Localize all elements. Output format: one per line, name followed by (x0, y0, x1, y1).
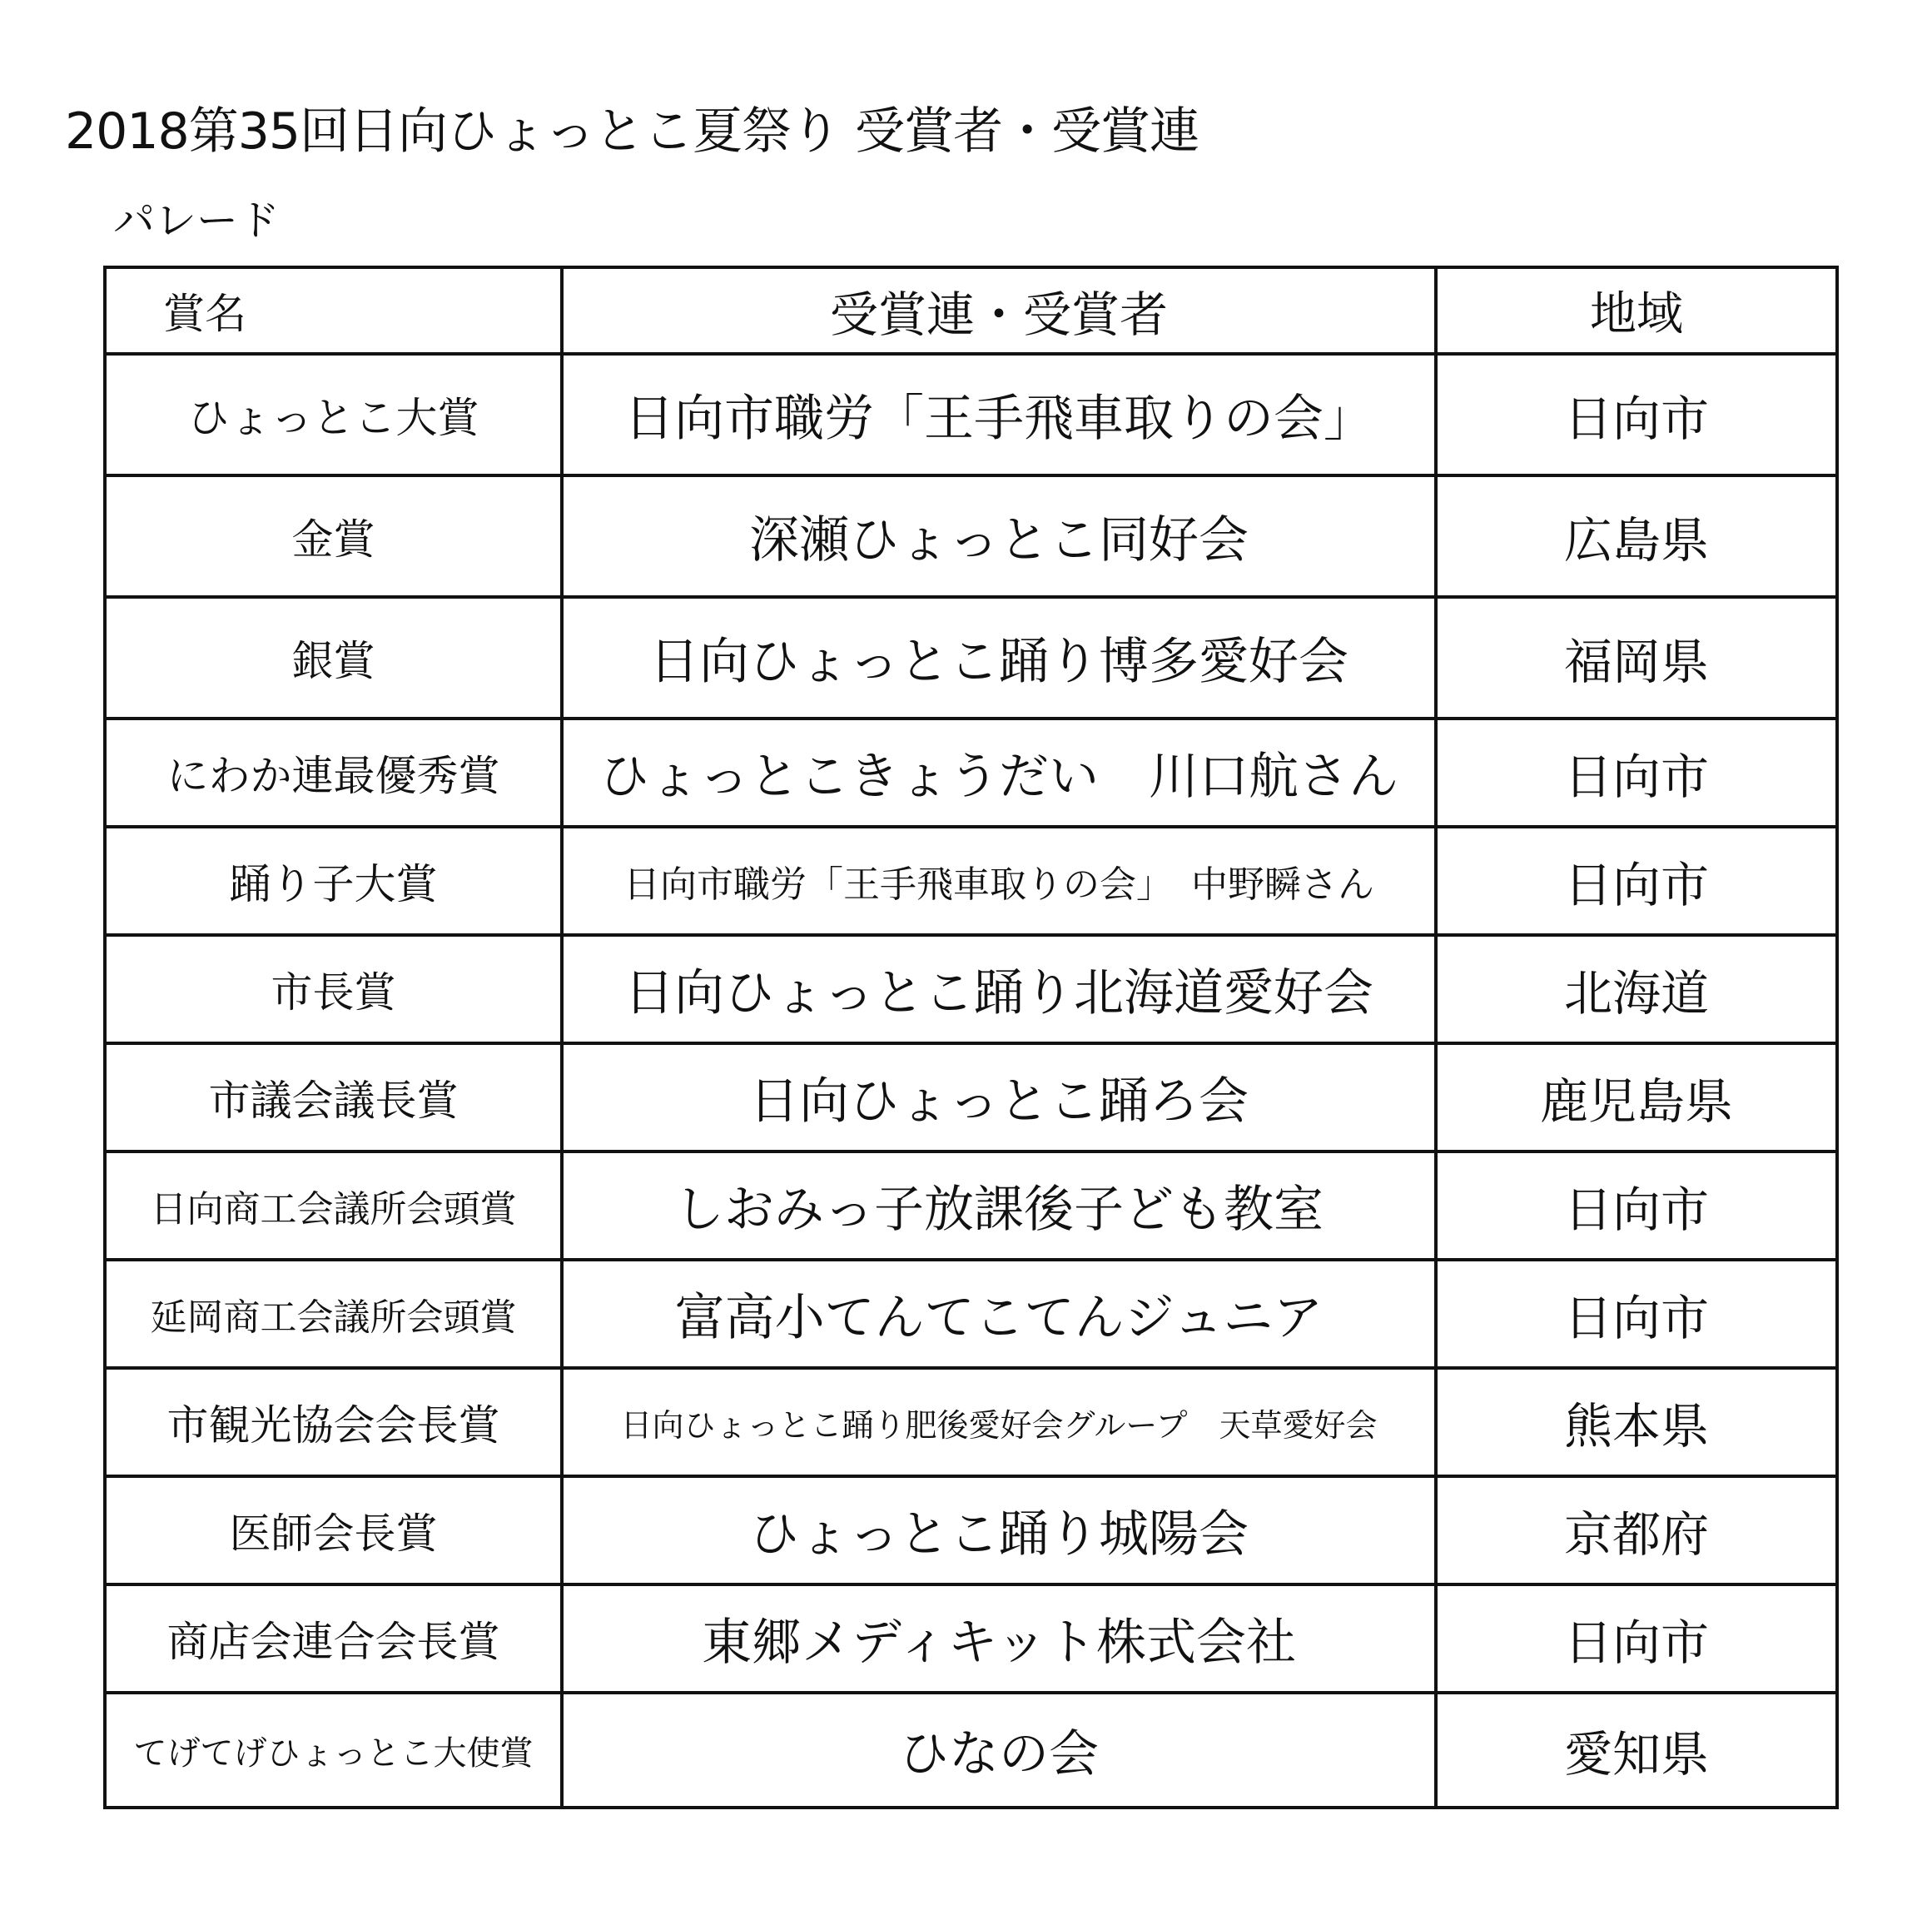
recipient-cell: ひなの会 (562, 1693, 1436, 1808)
award-cell: 日向商工会議所会頭賞 (105, 1151, 562, 1260)
table-row (105, 1584, 1837, 1693)
recipient-cell: 富高小てんてこてんジュニア (562, 1260, 1436, 1368)
award-cell: にわか連最優秀賞 (105, 719, 562, 827)
region-cell: 愛知県 (1436, 1693, 1837, 1808)
header-recipient: 受賞連・受賞者 (562, 267, 1436, 354)
table-row (105, 827, 1837, 935)
region-cell: 日向市 (1436, 1584, 1837, 1693)
table-row (105, 1476, 1837, 1584)
region-cell: 日向市 (1436, 1260, 1837, 1368)
award-cell: 市議会議長賞 (105, 1043, 562, 1151)
document-title: 2018第35回日向ひょっとこ夏祭り 受賞者・受賞連 (65, 102, 1199, 161)
award-cell: てげてげひょっとこ大使賞 (105, 1693, 562, 1808)
table-row (105, 354, 1837, 475)
recipient-cell: しおみっ子放課後子ども教室 (562, 1151, 1436, 1260)
region-cell: 日向市 (1436, 827, 1837, 935)
region-cell: 京都府 (1436, 1476, 1837, 1584)
recipient-cell: 日向市職労「王手飛車取りの会」 (562, 354, 1436, 475)
table-row (105, 475, 1837, 597)
award-cell: 商店会連合会長賞 (105, 1584, 562, 1693)
region-cell: 熊本県 (1436, 1368, 1837, 1476)
recipient-cell: 日向ひょっとこ踊り肥後愛好会グループ 天草愛好会 (562, 1368, 1436, 1476)
recipient-cell: 日向ひょっとこ踊ろ会 (562, 1043, 1436, 1151)
table-row (105, 597, 1837, 719)
recipient-cell: 深瀬ひょっとこ同好会 (562, 475, 1436, 597)
table-row (105, 719, 1837, 827)
header-award: 賞名 (105, 267, 562, 354)
table-row (105, 1151, 1837, 1260)
table-header-row (105, 267, 1837, 354)
award-cell: 市長賞 (105, 935, 562, 1043)
recipient-cell: ひょっとこきょうだい 川口航さん (562, 719, 1436, 827)
region-cell: 鹿児島県 (1436, 1043, 1837, 1151)
award-cell: 延岡商工会議所会頭賞 (105, 1260, 562, 1368)
region-cell: 福岡県 (1436, 597, 1837, 719)
award-cell: 銀賞 (105, 597, 562, 719)
award-cell: 医師会長賞 (105, 1476, 562, 1584)
recipient-cell: 日向市職労「王手飛車取りの会」 中野瞬さん (562, 827, 1436, 935)
section-label: パレード (113, 196, 280, 245)
recipient-cell: ひょっとこ踊り城陽会 (562, 1476, 1436, 1584)
recipient-cell: 日向ひょっとこ踊り博多愛好会 (562, 597, 1436, 719)
table-row (105, 1043, 1837, 1151)
awards-table (103, 266, 1839, 1809)
award-cell: 金賞 (105, 475, 562, 597)
region-cell: 北海道 (1436, 935, 1837, 1043)
recipient-cell: 東郷メディキット株式会社 (562, 1584, 1436, 1693)
region-cell: 日向市 (1436, 719, 1837, 827)
award-cell: ひょっとこ大賞 (105, 354, 562, 475)
region-cell: 広島県 (1436, 475, 1837, 597)
award-cell: 踊り子大賞 (105, 827, 562, 935)
region-cell: 日向市 (1436, 354, 1837, 475)
table-row (105, 1368, 1837, 1476)
table-row (105, 1693, 1837, 1808)
header-region: 地域 (1436, 267, 1837, 354)
table-row (105, 1260, 1837, 1368)
award-cell: 市観光協会会長賞 (105, 1368, 562, 1476)
region-cell: 日向市 (1436, 1151, 1837, 1260)
recipient-cell: 日向ひょっとこ踊り北海道愛好会 (562, 935, 1436, 1043)
table-row (105, 935, 1837, 1043)
